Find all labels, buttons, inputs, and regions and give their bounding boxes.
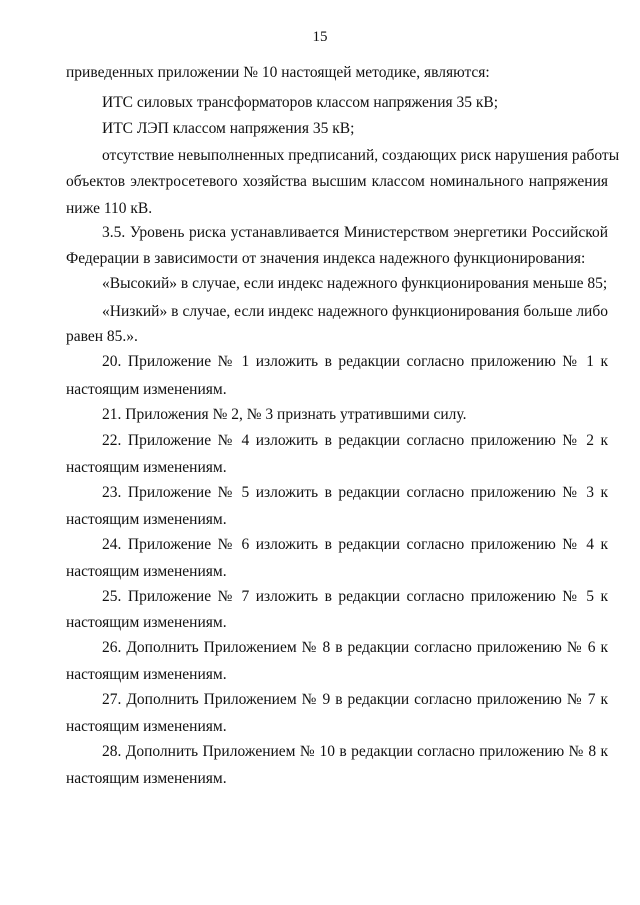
- text-line: 28. Дополнить Приложением № 10 в редакции согласно приложению № 8 к: [102, 743, 608, 760]
- text-line: объектов электросетевого хозяйства высшим классом номинального напряжения: [66, 173, 608, 190]
- text-line: настоящим изменениям.: [66, 511, 227, 528]
- text-line: настоящим изменениям.: [66, 718, 227, 735]
- text-line: 22. Приложение № 4 изложить в редакции согласно приложению № 2 к: [102, 432, 608, 449]
- text-line: 25. Приложение № 7 изложить в редакции согласно приложению № 5 к: [102, 588, 608, 605]
- text-line: ИТС ЛЭП классом напряжения 35 кВ;: [102, 120, 355, 137]
- text-line: 20. Приложение № 1 изложить в редакции согласно приложению № 1 к: [102, 353, 608, 370]
- text-line: настоящим изменениям.: [66, 614, 227, 631]
- text-line: ниже 110 кВ.: [66, 200, 153, 217]
- text-line: ИТС силовых трансформаторов классом напряжения 35 кВ;: [102, 94, 499, 111]
- text-line: настоящим изменениям.: [66, 666, 227, 683]
- text-line: «Низкий» в случае, если индекс надежного функционирования больше либо: [102, 303, 608, 320]
- text-line: 24. Приложение № 6 изложить в редакции согласно приложению № 4 к: [102, 536, 608, 553]
- text-line: отсутствие невыполненных предписаний, создающих риск нарушения работы: [102, 147, 620, 164]
- text-line: настоящим изменениям.: [66, 770, 227, 787]
- text-line: 27. Дополнить Приложением № 9 в редакции согласно приложению № 7 к: [102, 691, 608, 708]
- text-line: 21. Приложения № 2, № 3 признать утратившими силу.: [102, 406, 467, 423]
- text-line: приведенных приложении № 10 настоящей методике, являются:: [66, 64, 490, 81]
- text-line: настоящим изменениям.: [66, 381, 227, 398]
- text-line: настоящим изменениям.: [66, 459, 227, 476]
- text-line: 3.5. Уровень риска устанавливается Министерством энергетики Российской: [102, 224, 608, 241]
- text-line: Федерации в зависимости от значения индекса надежного функционирования:: [66, 250, 586, 267]
- text-line: равен 85.».: [66, 328, 138, 345]
- page-number: 15: [312, 29, 328, 45]
- text-line: 23. Приложение № 5 изложить в редакции согласно приложению № 3 к: [102, 484, 608, 501]
- text-line: настоящим изменениям.: [66, 563, 227, 580]
- text-line: 26. Дополнить Приложением № 8 в редакции согласно приложению № 6 к: [102, 639, 608, 656]
- text-line: «Высокий» в случае, если индекс надежного функционирования меньше 85;: [102, 275, 608, 292]
